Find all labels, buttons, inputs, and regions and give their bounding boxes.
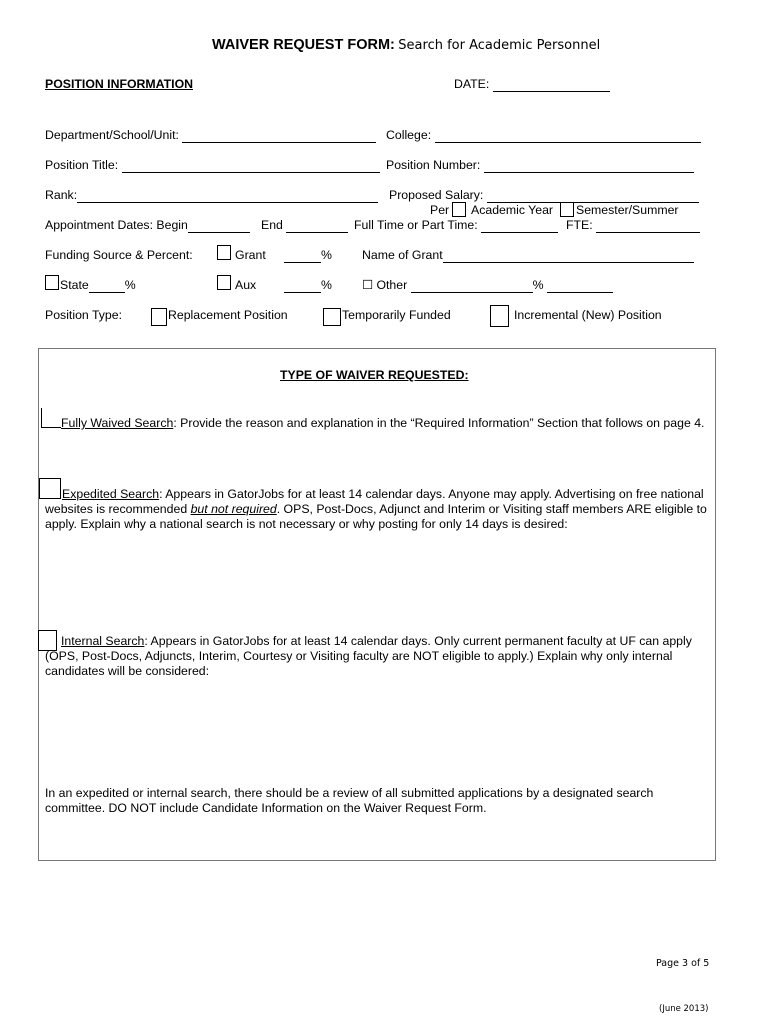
expedited-title: Expedited Search bbox=[62, 487, 160, 501]
date-field bbox=[454, 77, 610, 92]
position-number-label: Position Number: bbox=[386, 158, 481, 172]
semester-summer-label: Semester/Summer bbox=[576, 203, 679, 217]
replacement-label: Replacement Position bbox=[168, 308, 288, 322]
expedited-text-b: . OPS, Post-Docs, Adjunct and Interim or Visiting staff members ARE eligible to apply. Explain why a national search is not necessary or why posting for only 14 days is desired: bbox=[45, 502, 707, 531]
form-title bbox=[212, 38, 600, 53]
other-label[interactable]: ☐ Other bbox=[362, 278, 408, 292]
internal-title: Internal Search bbox=[61, 634, 145, 648]
incremental-label: Incremental (New) Position bbox=[514, 308, 662, 322]
temporarily-funded-checkbox[interactable] bbox=[323, 308, 341, 326]
state-percent-sign: % bbox=[124, 278, 136, 292]
aux-percent-sign: % bbox=[321, 278, 332, 292]
other-percent-sign: % bbox=[532, 278, 544, 292]
replacement-checkbox[interactable] bbox=[151, 308, 167, 326]
proposed-salary-input[interactable] bbox=[487, 190, 699, 203]
fully-waived-paragraph bbox=[45, 416, 715, 431]
department-input[interactable] bbox=[182, 130, 376, 143]
college-label: College: bbox=[386, 128, 432, 142]
rank-field bbox=[45, 188, 378, 203]
state-label: State bbox=[60, 278, 89, 292]
college-field bbox=[386, 128, 701, 143]
full-part-time-input[interactable] bbox=[481, 220, 558, 233]
appointment-end-field bbox=[261, 218, 348, 233]
date-input[interactable] bbox=[493, 79, 610, 92]
end-label: End bbox=[261, 218, 283, 232]
waiver-heading: TYPE OF WAIVER REQUESTED: bbox=[280, 368, 469, 382]
funding-source-label: Funding Source & Percent: bbox=[45, 248, 193, 262]
position-number-input[interactable] bbox=[484, 160, 694, 173]
appointment-begin-label: Appointment Dates: Begin bbox=[45, 218, 188, 232]
academic-year-checkbox[interactable] bbox=[452, 202, 466, 217]
waiver-note: In an expedited or internal search, there should be a review of all submitted applications by a designated search committee. DO NOT include Candidate Information on the Waiver Request Form. bbox=[45, 786, 654, 815]
revision-date: (June 2013) bbox=[659, 1004, 709, 1014]
college-input[interactable] bbox=[435, 130, 701, 143]
state-percent-input[interactable] bbox=[89, 280, 125, 293]
expedited-text-a: : Appears in GatorJobs for at least 14 calendar days. Anyone may apply. Advertising on free national websites is recommended bbox=[45, 487, 704, 516]
date-label: DATE: bbox=[454, 77, 490, 91]
grant-label: Grant bbox=[235, 248, 266, 262]
fte-input[interactable] bbox=[596, 220, 700, 233]
incremental-checkbox[interactable] bbox=[490, 305, 509, 327]
fully-waived-text: : Provide the reason and explanation in the “Required Information” Section that follows on page 4. bbox=[173, 416, 705, 430]
grant-checkbox[interactable] bbox=[217, 245, 231, 260]
expedited-emphasis: but not required bbox=[190, 502, 277, 516]
appointment-begin-field bbox=[45, 218, 250, 233]
fte-field bbox=[566, 218, 700, 233]
appointment-end-input[interactable] bbox=[286, 220, 348, 233]
other-input[interactable] bbox=[411, 280, 533, 293]
department-field bbox=[45, 128, 376, 143]
position-info-heading: POSITION INFORMATION bbox=[45, 77, 194, 91]
proposed-salary-label: Proposed Salary: bbox=[389, 188, 484, 202]
form-title-bold: WAIVER REQUEST FORM: bbox=[212, 37, 395, 53]
aux-percent-input[interactable] bbox=[284, 280, 321, 293]
internal-text: : Appears in GatorJobs for at least 14 calendar days. Only current permanent faculty at UF can apply (OPS, Post-Docs, Adjuncts, Interim, Courtesy or Visiting faculty are NOT eligible to apply.) Explain why only internal candidates will be considered: bbox=[45, 634, 692, 678]
rank-input[interactable] bbox=[77, 190, 378, 203]
aux-percent-field bbox=[284, 278, 332, 293]
name-of-grant-input[interactable] bbox=[443, 250, 694, 263]
fully-waived-title: Fully Waived Search bbox=[61, 416, 174, 430]
position-type-label: Position Type: bbox=[45, 308, 123, 322]
appointment-begin-input[interactable] bbox=[188, 220, 250, 233]
form-title-sub: Search for Academic Personnel bbox=[398, 38, 601, 53]
grant-percent-sign: % bbox=[321, 248, 332, 262]
proposed-salary-field bbox=[389, 188, 699, 203]
full-part-time-field bbox=[354, 218, 558, 233]
name-of-grant-label: Name of Grant bbox=[362, 248, 443, 262]
other-field bbox=[362, 278, 613, 293]
temporarily-funded-label: Temporarily Funded bbox=[342, 308, 451, 322]
grant-percent-field bbox=[284, 248, 332, 263]
state-field bbox=[60, 278, 136, 293]
per-label: Per bbox=[430, 203, 450, 217]
name-of-grant-field bbox=[362, 248, 694, 263]
grant-percent-input[interactable] bbox=[284, 250, 321, 263]
page-number: Page 3 of 5 bbox=[656, 958, 710, 969]
position-title-field bbox=[45, 158, 380, 173]
position-number-field bbox=[386, 158, 694, 173]
academic-year-label: Academic Year bbox=[471, 203, 554, 217]
expedited-paragraph bbox=[45, 487, 715, 532]
internal-paragraph bbox=[45, 634, 715, 679]
rank-label: Rank: bbox=[45, 188, 78, 202]
department-label: Department/School/Unit: bbox=[45, 128, 179, 142]
aux-checkbox[interactable] bbox=[217, 275, 231, 290]
position-title-input[interactable] bbox=[122, 160, 380, 173]
full-part-time-label: Full Time or Part Time: bbox=[354, 218, 478, 232]
position-title-label: Position Title: bbox=[45, 158, 119, 172]
aux-label: Aux bbox=[235, 278, 257, 292]
semester-summer-checkbox[interactable] bbox=[560, 202, 574, 217]
other-percent-input[interactable] bbox=[547, 280, 613, 293]
state-checkbox[interactable] bbox=[45, 275, 59, 290]
fte-label: FTE: bbox=[566, 218, 593, 232]
